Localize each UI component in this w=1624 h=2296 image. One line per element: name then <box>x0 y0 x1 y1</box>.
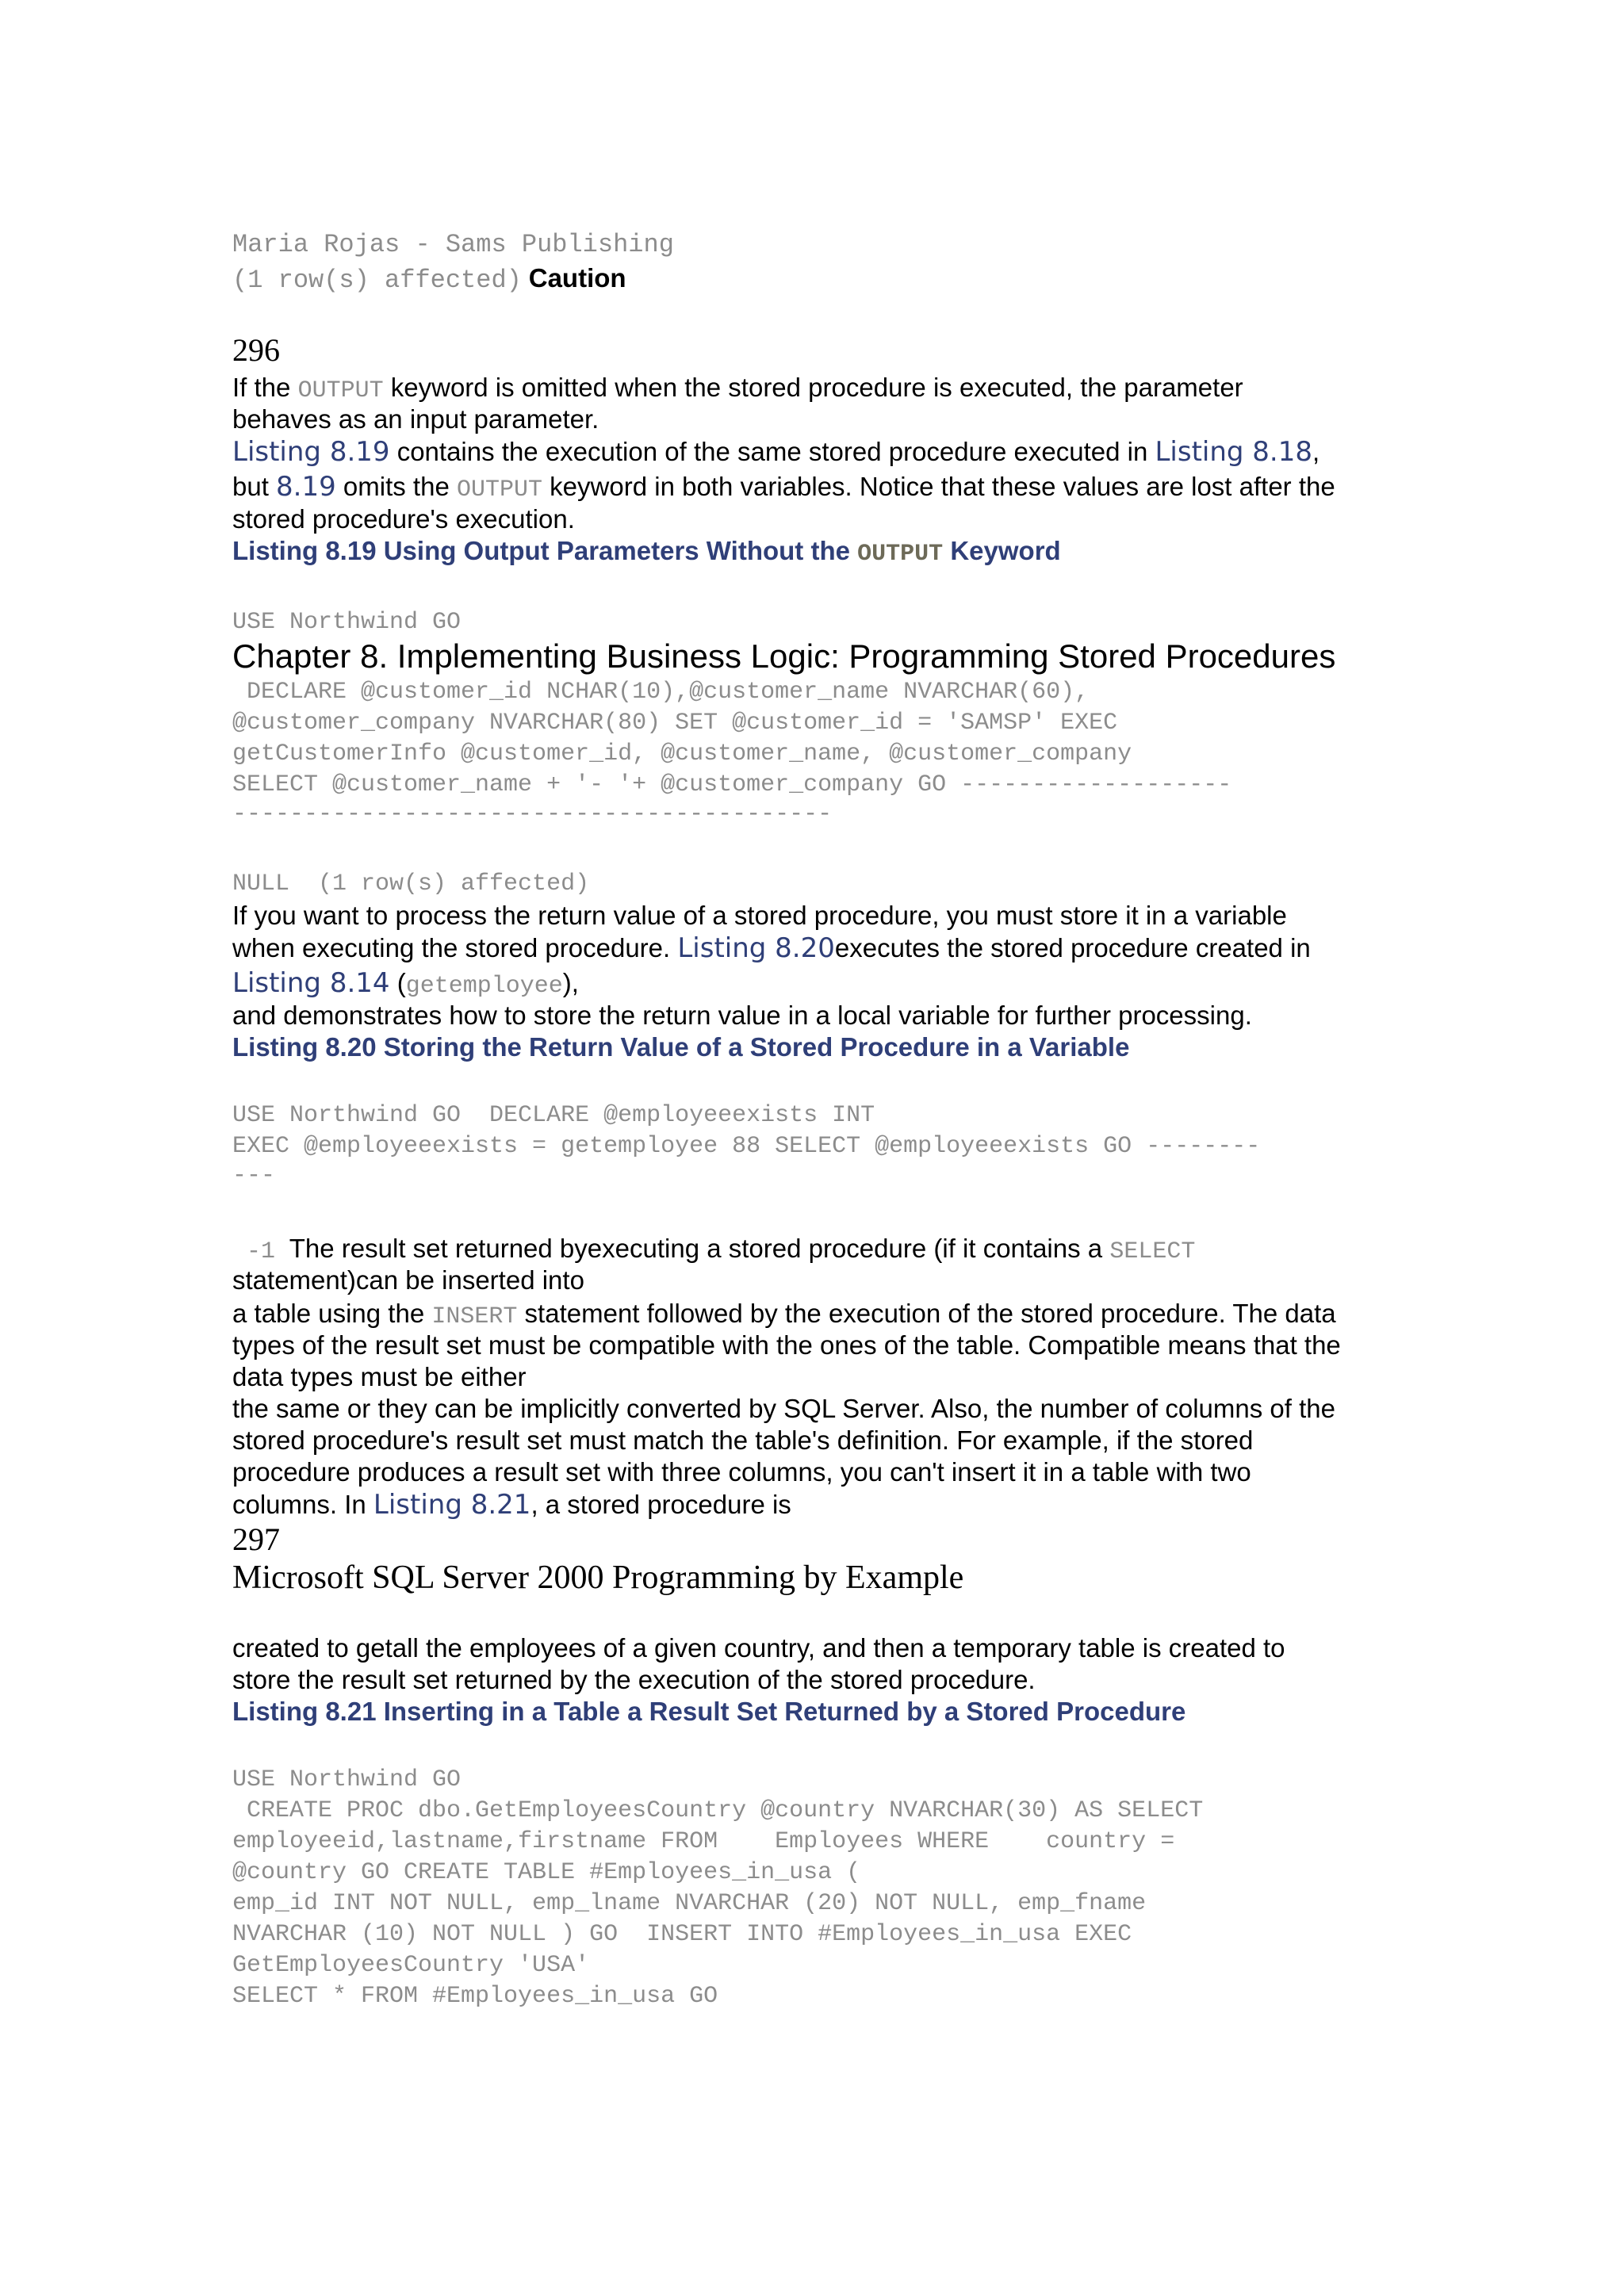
paragraph-line: statement)can be inserted into <box>232 1265 584 1295</box>
paragraph-line: If you want to process the return value of a stored procedure, you must store it in a variable <box>232 901 1287 930</box>
listing-link[interactable]: Listing 8.19 <box>232 436 390 468</box>
code-line: employeeid,lastname,firstname FROM Employees WHERE country = <box>232 1828 1175 1855</box>
code-line: NVARCHAR (10) NOT NULL ) GO INSERT INTO #Employees_in_usa EXEC <box>232 1921 1132 1948</box>
paragraph-line: behaves as an input parameter. <box>232 404 599 434</box>
listing-link[interactable]: Listing 8.20 <box>677 932 835 964</box>
listing-link[interactable]: Listing 8.21 <box>373 1489 531 1521</box>
text: columns. In <box>232 1490 373 1519</box>
inline-code: SELECT <box>1109 1238 1196 1265</box>
text: statement followed by the execution of the stored procedure. The data <box>517 1299 1336 1328</box>
listing-link[interactable]: 8.19 <box>276 471 336 503</box>
paragraph-line <box>232 1299 1336 1330</box>
paragraph-line: stored procedure's result set must match the table's definition. For example, if the stored <box>232 1425 1254 1455</box>
listing-heading: Listing 8.21 Inserting in a Table a Result Set Returned by a Stored Procedure <box>232 1697 1186 1726</box>
text: but <box>232 472 277 501</box>
text: keyword in both variables. Notice that these values are lost after the <box>542 472 1335 501</box>
result-text: Maria Rojas - Sams Publishing <box>232 230 674 259</box>
text: Keyword <box>943 536 1061 565</box>
inline-code: OUTPUT <box>297 377 384 404</box>
text: ), <box>562 968 579 997</box>
text: when executing the stored procedure. <box>232 933 678 962</box>
code-line: EXEC @employeeexists = getemployee 88 SELECT @employeeexists GO -------- <box>232 1133 1261 1160</box>
page-number: 296 <box>232 332 280 368</box>
paragraph-line <box>232 1234 1195 1265</box>
code-line: emp_id INT NOT NULL, emp_lname NVARCHAR (20) NOT NULL, emp_fname <box>232 1890 1147 1917</box>
book-title: Microsoft SQL Server 2000 Programming by Example <box>232 1559 964 1596</box>
listing-link[interactable]: Listing 8.14 <box>232 967 390 999</box>
code-line: @customer_company NVARCHAR(80) SET @customer_id = 'SAMSP' EXEC <box>232 710 1118 737</box>
inline-code: getemployee <box>405 973 563 1000</box>
text: , <box>1312 437 1320 466</box>
code-result: NULL (1 row(s) affected) <box>232 871 590 897</box>
text: Listing 8.19 Using Output Parameters Without the <box>232 536 858 565</box>
text: contains the execution of the same stored procedure executed in <box>389 437 1155 466</box>
code-line: GetEmployeesCountry 'USA' <box>232 1952 590 1979</box>
inline-code: INSERT <box>431 1303 518 1330</box>
inline-code: OUTPUT <box>456 476 543 503</box>
rows-affected-text: (1 row(s) affected) <box>232 266 522 295</box>
paragraph-line: the same or they can be implicitly converted by SQL Server. Also, the number of columns of the <box>232 1394 1335 1423</box>
code-line: USE Northwind GO <box>232 609 462 636</box>
text: a table using the <box>232 1299 432 1328</box>
paragraph-line: created to getall the employees of a given country, and then a temporary table is created to <box>232 1633 1285 1663</box>
query-result-line <box>232 230 674 259</box>
caution-label: Caution <box>528 263 626 293</box>
paragraph-line: stored procedure's execution. <box>232 504 575 534</box>
paragraph-line: data types must be either <box>232 1362 527 1391</box>
paragraph-line: procedure produces a result set with three columns, you can't insert it in a table with two <box>232 1457 1251 1487</box>
paragraph-line <box>232 967 579 1000</box>
paragraph-line <box>232 932 1311 964</box>
paragraph-line <box>232 373 1243 404</box>
text: keyword is omitted when the stored procedure is executed, the parameter <box>383 373 1243 402</box>
code-line: USE Northwind GO <box>232 1766 462 1793</box>
code-result: -1 <box>232 1238 276 1265</box>
text: , a stored procedure is <box>530 1490 791 1519</box>
text: omits the <box>335 472 457 501</box>
code-line: @country GO CREATE TABLE #Employees_in_usa ( <box>232 1859 861 1886</box>
paragraph-line <box>232 1489 791 1521</box>
paragraph-line <box>232 471 1335 503</box>
code-line: CREATE PROC dbo.GetEmployeesCountry @country NVARCHAR(30) AS SELECT <box>232 1797 1204 1824</box>
paragraph-line <box>232 436 1320 468</box>
text: If the <box>232 373 298 402</box>
code-line: DECLARE @customer_id NCHAR(10),@customer_name NVARCHAR(60), <box>232 679 1090 706</box>
chapter-header: Chapter 8. Implementing Business Logic: Programming Stored Procedures <box>232 637 1336 675</box>
paragraph-line: store the result set returned by the execution of the stored procedure. <box>232 1665 1036 1694</box>
paragraph-line: types of the result set must be compatible with the ones of the table. Compatible means that the <box>232 1330 1341 1360</box>
query-result-line <box>232 263 626 295</box>
listing-link[interactable]: Listing 8.18 <box>1155 436 1312 468</box>
listing-heading: Listing 8.20 Storing the Return Value of a Stored Procedure in a Variable <box>232 1032 1130 1062</box>
text: The result set returned byexecuting a stored procedure (if it contains a <box>275 1234 1110 1263</box>
listing-heading <box>232 536 1061 568</box>
code-line: USE Northwind GO DECLARE @employeeexists INT <box>232 1102 875 1129</box>
code-line: SELECT * FROM #Employees_in_usa GO <box>232 1983 718 2010</box>
inline-code: OUTPUT <box>857 541 944 568</box>
paragraph-line: and demonstrates how to store the return value in a local variable for further processing. <box>232 1001 1252 1030</box>
page-number: 297 <box>232 1521 280 1557</box>
code-line: ------------------------------------------ <box>232 801 833 828</box>
code-line: SELECT @customer_name + '- '+ @customer_company GO ------------------- <box>232 771 1232 798</box>
text: executes the stored procedure created in <box>834 933 1311 962</box>
code-line: getCustomerInfo @customer_id, @customer_name, @customer_company <box>232 740 1132 767</box>
text: ( <box>389 968 406 997</box>
code-line: --- <box>232 1162 276 1189</box>
